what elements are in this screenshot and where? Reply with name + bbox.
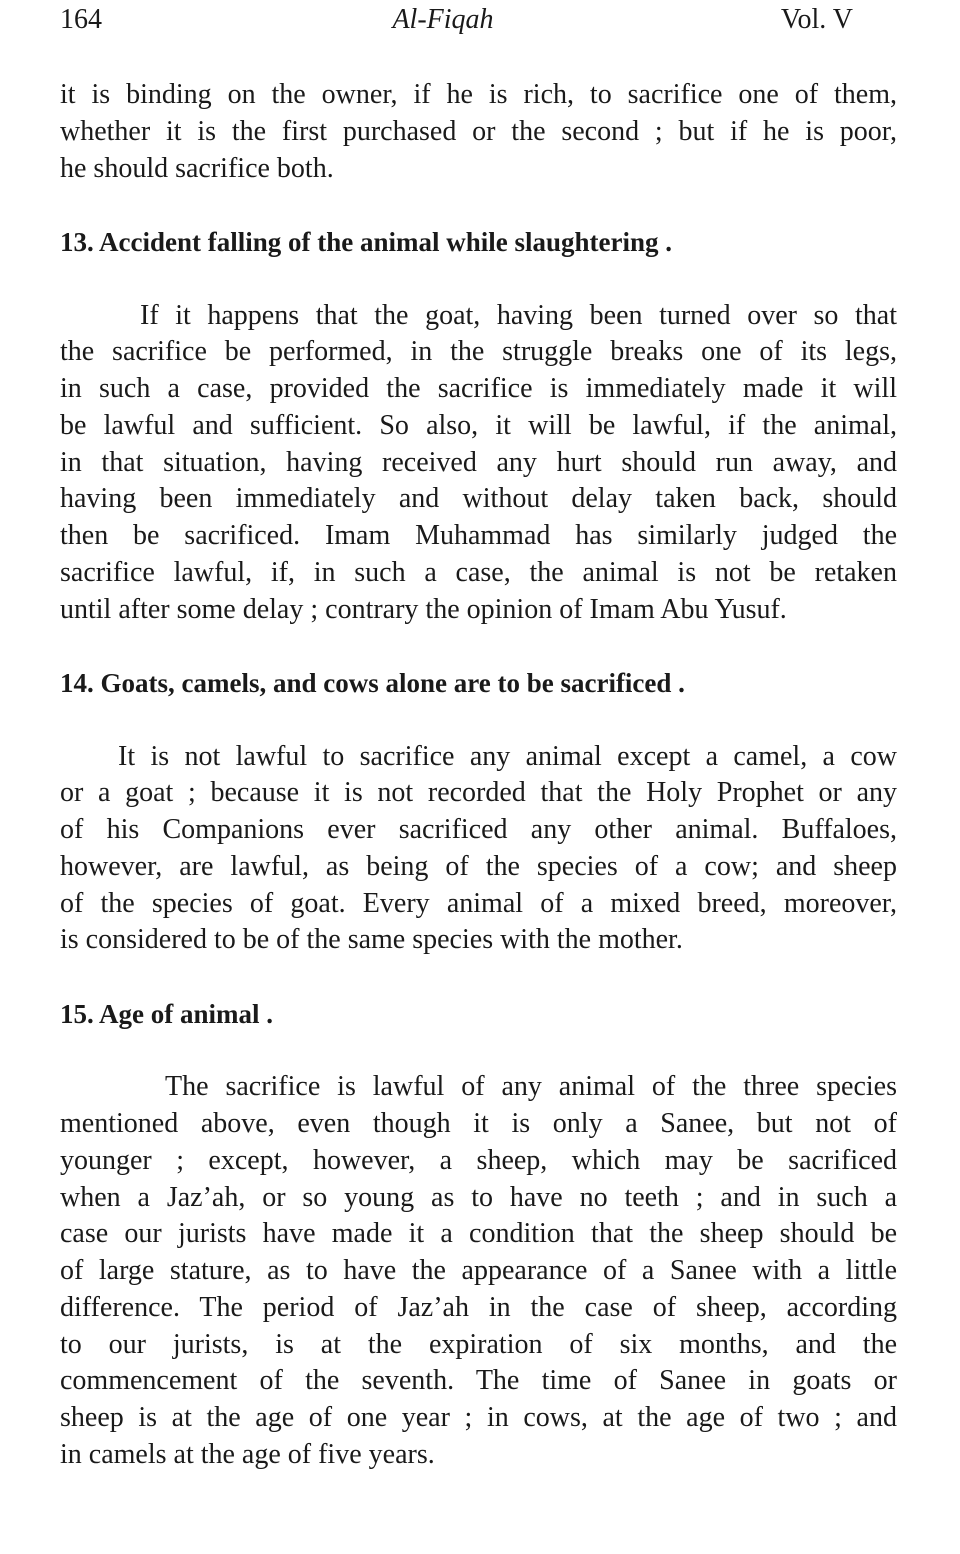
paragraph-line: it is binding on the owner, if he is rich, to sacrifice one of them, <box>60 79 897 110</box>
paragraph-line: in camels at the age of five years. <box>60 1438 435 1470</box>
volume-label: Vol. V <box>780 4 853 35</box>
running-title: Al-Fiqah <box>392 4 494 35</box>
paragraph-line: or a goat ; because it is not recorded that the Holy Prophet or any <box>60 777 897 809</box>
paragraph-line: of his Companions ever sacrificed any other animal. Buffaloes, <box>60 814 897 845</box>
paragraph-line: difference. The period of Jaz’ah in the case of sheep, according <box>60 1291 897 1323</box>
paragraph-line: when a Jaz’ah, or so young as to have no teeth ; and in such a <box>60 1181 897 1213</box>
section-heading: 14. Goats, camels, and cows alone are to be sacrificed . <box>60 668 685 698</box>
paragraph-line: The sacrifice is lawful of any animal of the three species <box>165 1071 897 1103</box>
paragraph-line: of the species of goat. Every animal of a mixed breed, moreover, <box>60 887 897 919</box>
paragraph-line: having been immediately and without delay taken back, should <box>60 483 897 515</box>
paragraph-line: however, are lawful, as being of the species of a cow; and sheep <box>60 850 897 882</box>
paragraph-line: It is not lawful to sacrifice any animal except a camel, a cow <box>118 740 897 772</box>
paragraph-line: whether it is the first purchased or the second ; but if he is poor, <box>60 115 897 147</box>
paragraph-line: to our jurists, is at the expiration of six months, and the <box>60 1328 897 1360</box>
paragraph-line: in that situation, having received any hurt should run away, and <box>60 446 897 478</box>
paragraph-line: he should sacrifice both. <box>60 152 334 184</box>
paragraph-line: is considered to be of the same species with the mother. <box>60 924 683 956</box>
paragraph-line: commencement of the seventh. The time of Sanee in goats or <box>60 1365 897 1397</box>
paragraph-line: sheep is at the age of one year ; in cows, at the age of two ; and <box>60 1402 897 1433</box>
paragraph-line: be lawful and sufficient. So also, it will be lawful, if the animal, <box>60 409 897 441</box>
paragraph-line: If it happens that the goat, having been turned over so that <box>140 299 897 331</box>
section-heading: 15. Age of animal . <box>60 998 273 1029</box>
paragraph-line: until after some delay ; contrary the opinion of Imam Abu Yusuf. <box>60 593 787 625</box>
page-number: 164 <box>60 4 102 35</box>
paragraph-line: mentioned above, even though it is only a Sanee, but not of <box>60 1108 897 1139</box>
paragraph-line: younger ; except, however, a sheep, which may be sacrificed <box>60 1144 897 1176</box>
section-heading: 13. Accident falling of the animal while slaughtering . <box>60 227 673 257</box>
paragraph-line: in such a case, provided the sacrifice is immediately made it will <box>60 373 897 404</box>
paragraph-line: case our jurists have made it a condition that the sheep should be <box>60 1218 897 1250</box>
paragraph-line: the sacrifice be performed, in the struggle breaks one of its legs, <box>60 336 897 368</box>
paragraph-line: of large stature, as to have the appearance of a Sanee with a little <box>60 1255 897 1286</box>
paragraph-line: then be sacrificed. Imam Muhammad has similarly judged the <box>60 520 897 551</box>
paragraph-line: sacrifice lawful, if, in such a case, the animal is not be retaken <box>60 556 897 588</box>
